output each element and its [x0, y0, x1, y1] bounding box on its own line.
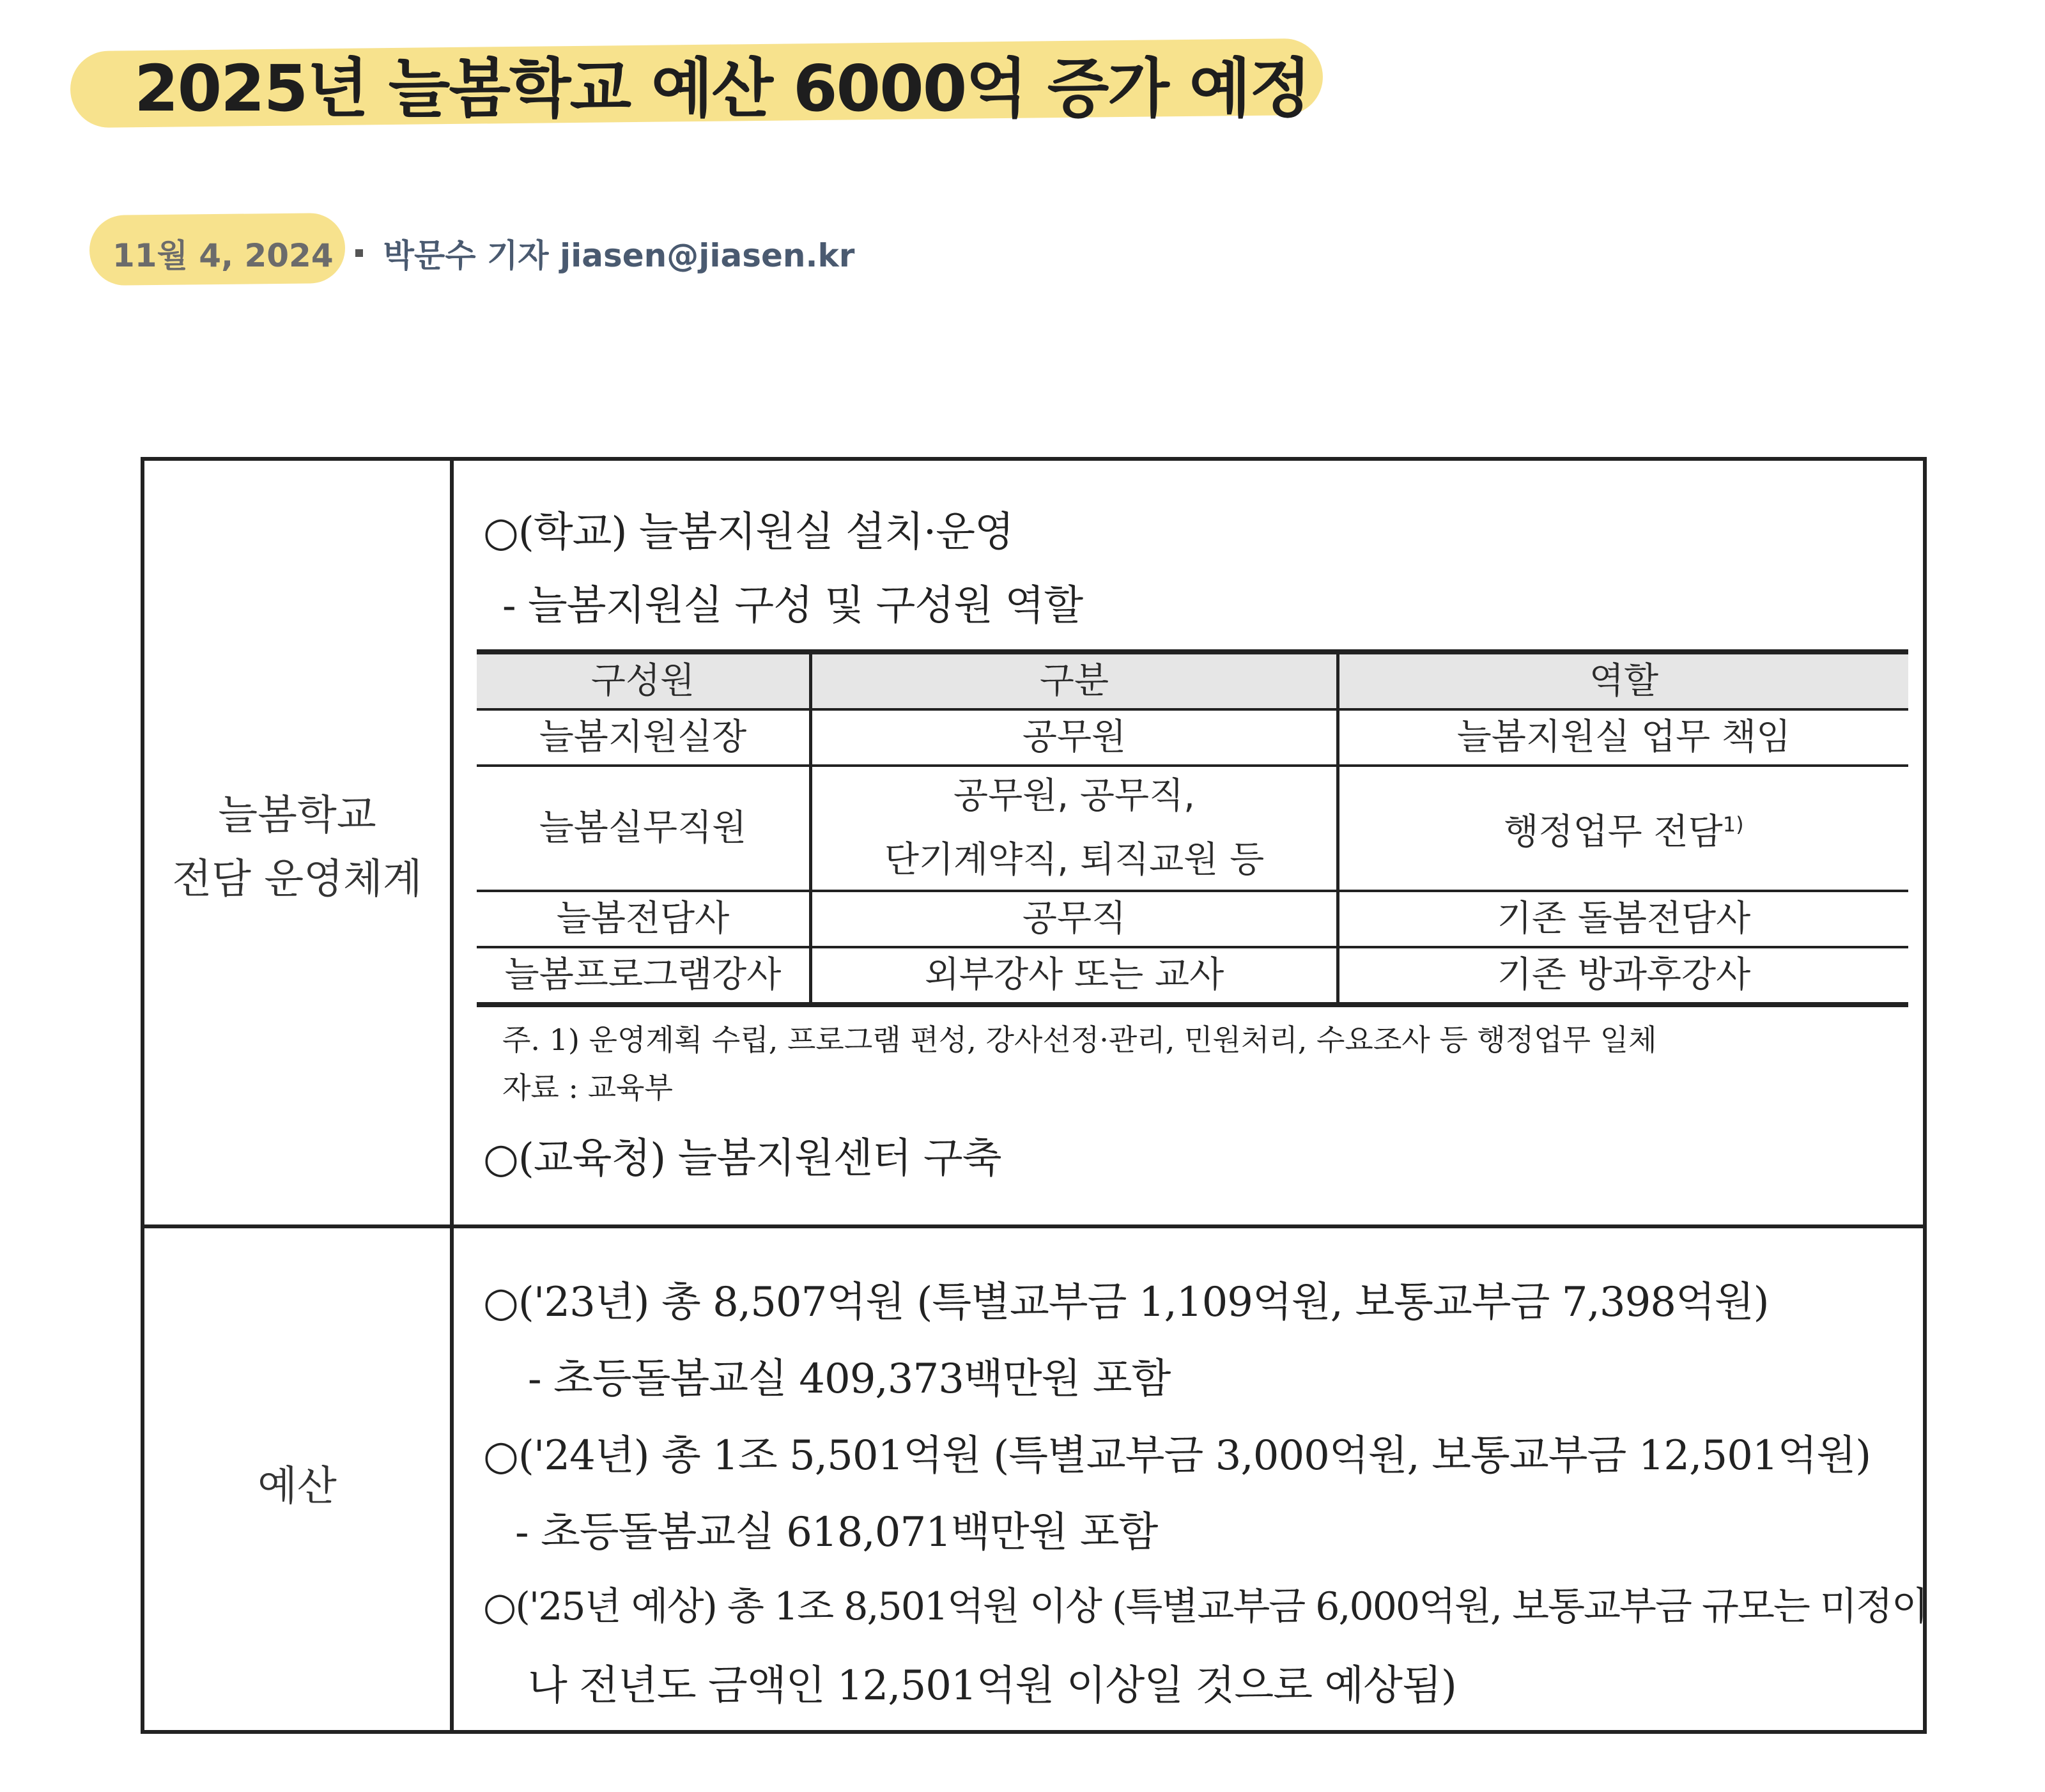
- cell-line: 공무원, 공무직,: [953, 775, 1195, 817]
- table-cell: 공무원: [811, 709, 1338, 766]
- section1-label-line1: 늘봄학교: [218, 792, 376, 839]
- budget-line: ○('24년) 총 1조 5,501억원 (특별교부금 3,000억원, 보통교부금 12,501억원): [483, 1432, 1871, 1479]
- row-divider: [144, 1224, 1923, 1228]
- table-cell: 기존 돌봄전담사: [1338, 891, 1909, 947]
- publish-date: 11월 4, 2024: [112, 237, 334, 274]
- table-cell: 늘봄프로그램강사: [477, 947, 811, 1005]
- table-cell: [1338, 766, 1909, 891]
- table-source: 자료 : 교육부: [502, 1070, 673, 1105]
- bullet-school: ○(학교) 늘봄지원실 설치·운영: [483, 509, 1014, 556]
- table-header-row: [477, 652, 1908, 709]
- column-divider: [450, 461, 454, 1730]
- budget-line: ○('25년 예상) 총 1조 8,501억원 이상 (특별교부금 6,000억원, 보통교부금 규모는 미정이: [483, 1584, 1927, 1629]
- article-title: 2025년 늘봄학교 예산 6000억 증가 예정: [134, 51, 1310, 126]
- cell-line: 단기계약직, 퇴직교원 등: [884, 839, 1265, 881]
- table-row: [477, 947, 1908, 1005]
- table-cell: 늘봄전담사: [477, 891, 811, 947]
- table-cell: [811, 766, 1338, 891]
- budget-line: - 초등돌봄교실 618,071백만원 포함: [515, 1509, 1158, 1556]
- cell-text: 행정업무 전담: [1504, 811, 1723, 853]
- table-row: [477, 766, 1908, 891]
- table-cell: 기존 방과후강사: [1338, 947, 1909, 1005]
- header-cell: 역할: [1338, 652, 1909, 709]
- table-note: 주. 1) 운영계획 수립, 프로그램 편성, 강사선정·관리, 민원처리, 수요조사 등 행정업무 일체: [502, 1023, 1657, 1057]
- budget-line: - 초등돌봄교실 409,373백만원 포함: [528, 1356, 1171, 1403]
- table-row: [477, 709, 1908, 766]
- bullet-office: ○(교육청) 늘봄지원센터 구축: [483, 1135, 1001, 1182]
- table-cell: 늘봄지원실장: [477, 709, 811, 766]
- roles-table: [477, 649, 1908, 1007]
- section1-label-line2: 전담 운영체계: [172, 856, 422, 903]
- separator-dot: [355, 249, 363, 257]
- header-cell: 구성원: [477, 652, 811, 709]
- table-cell: 공무직: [811, 891, 1338, 947]
- article-meta: [112, 230, 854, 276]
- budget-line: ○('23년) 총 8,507억원 (특별교부금 1,109억원, 보통교부금 7,398억원): [483, 1279, 1769, 1326]
- sub-heading: - 늘봄지원실 구성 및 구성원 역할: [502, 582, 1083, 630]
- table-cell: 늘봄지원실 업무 책임: [1338, 709, 1909, 766]
- section2-label: 예산: [258, 1463, 337, 1510]
- table-cell: 외부강사 또는 교사: [811, 947, 1338, 1005]
- author-link[interactable]: 박문수 기자 jiasen@jiasen.kr: [383, 237, 855, 274]
- section1-label: [144, 784, 450, 911]
- document-image: [141, 457, 1927, 1734]
- footnote-marker: 1): [1722, 812, 1744, 837]
- table-row: [477, 891, 1908, 947]
- header-cell: 구분: [811, 652, 1338, 709]
- table-cell: 늘봄실무직원: [477, 766, 811, 891]
- budget-line: 나 전년도 금액인 12,501억원 이상일 것으로 예상됨): [528, 1662, 1456, 1710]
